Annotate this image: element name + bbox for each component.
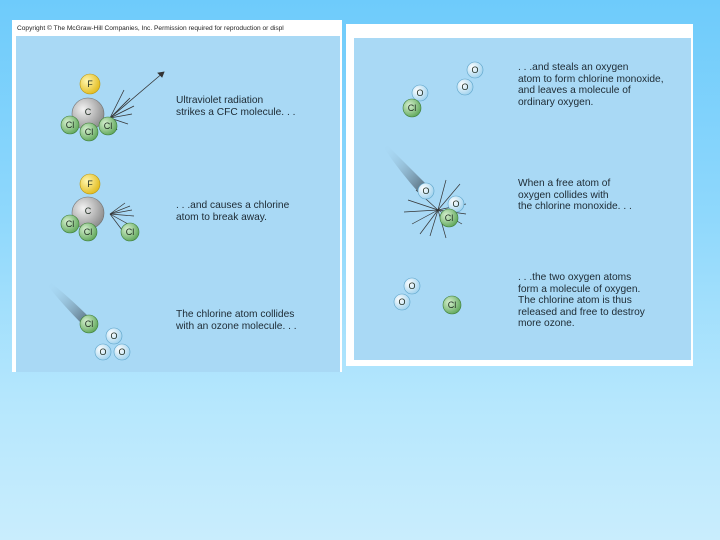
chlorine-atom	[443, 296, 461, 314]
svg-text:O: O	[461, 82, 469, 92]
svg-text:O: O	[408, 281, 416, 291]
svg-text:F: F	[87, 79, 93, 89]
chlorine-atom	[80, 123, 98, 141]
svg-text:Cl: Cl	[103, 121, 113, 131]
step-caption: . . .and causes a chlorine atom to break away.	[176, 200, 290, 223]
svg-text:Cl: Cl	[407, 103, 417, 113]
fluorine-atom	[80, 74, 100, 94]
oxygen-atom	[457, 79, 473, 95]
chlorine-atom	[80, 315, 98, 333]
svg-text:O: O	[422, 186, 430, 196]
scene-chlorine-collides-ozone	[48, 282, 130, 360]
svg-text:Cl: Cl	[444, 213, 454, 223]
step-caption: When a free atom of oxygen collides with the chlorine monoxide. . .	[518, 178, 632, 212]
oxygen-atom	[394, 294, 410, 310]
chlorine-atom	[403, 99, 421, 117]
scene-chlorine-monoxide-formed	[403, 62, 483, 117]
copyright-notice: Copyright © The McGraw-Hill Companies, Inc. Permission required for reproduction or displ	[17, 25, 284, 32]
svg-text:F: F	[87, 179, 93, 189]
oxygen-atom	[95, 344, 111, 360]
svg-text:O: O	[110, 331, 118, 341]
oxygen-atom	[467, 62, 483, 78]
svg-text:Cl: Cl	[84, 127, 94, 137]
svg-text:O: O	[416, 88, 424, 98]
step-caption: . . .the two oxygen atoms form a molecule of oxygen. The chlorine atom is thus released and free to destroy more ozone.	[518, 272, 645, 329]
svg-text:O: O	[398, 297, 406, 307]
svg-text:Cl: Cl	[84, 319, 94, 329]
step-caption: Ultraviolet radiation strikes a CFC molecule. . .	[176, 95, 296, 118]
svg-text:O: O	[99, 347, 107, 357]
svg-text:C: C	[84, 107, 92, 117]
svg-text:Cl: Cl	[65, 219, 75, 229]
svg-text:Cl: Cl	[83, 227, 93, 237]
chlorine-atom	[440, 209, 458, 227]
chlorine-atom	[79, 223, 97, 241]
oxygen-atom	[412, 85, 428, 101]
svg-text:O: O	[452, 199, 460, 209]
svg-text:Cl: Cl	[65, 120, 75, 130]
oxygen-atom	[106, 328, 122, 344]
scene-chlorine-released	[394, 278, 461, 314]
svg-text:C: C	[84, 206, 92, 216]
svg-text:Cl: Cl	[447, 300, 457, 310]
fluorine-atom	[80, 174, 100, 194]
oxygen-atom	[114, 344, 130, 360]
svg-text:Cl: Cl	[125, 227, 135, 237]
step-caption: . . .and steals an oxygen atom to form chlorine monoxide, and leaves a molecule of ordinary oxygen.	[518, 62, 664, 108]
oxygen-atom	[404, 278, 420, 294]
svg-text:O: O	[471, 65, 479, 75]
free-chlorine-atom	[121, 223, 139, 241]
scene-oxygen-collides-clo	[384, 144, 466, 238]
left-figure-panel	[12, 20, 342, 372]
scene-uv-strikes-cfc	[61, 72, 164, 141]
scene-chlorine-breaks-away	[61, 174, 139, 241]
chlorine-atom	[99, 117, 117, 135]
right-figure-panel	[346, 24, 693, 366]
step-caption: The chlorine atom collides with an ozone molecule. . .	[176, 309, 297, 332]
oxygen-atom	[418, 183, 434, 199]
uv-radiation-ray	[110, 72, 164, 130]
svg-text:O: O	[118, 347, 126, 357]
chlorine-atom	[61, 116, 79, 134]
chlorine-atom	[61, 215, 79, 233]
